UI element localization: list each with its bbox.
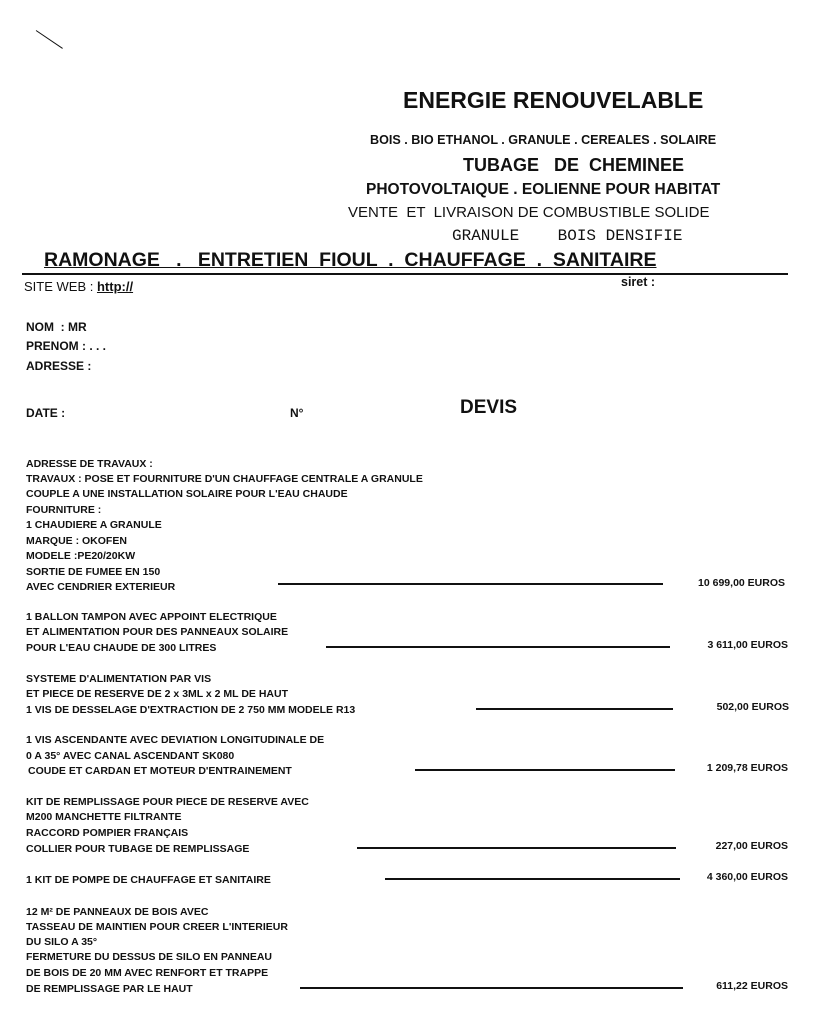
header-services: RAMONAGE . ENTRETIEN FIOUL . CHAUFFAGE . SANITAIRE xyxy=(44,249,657,271)
item-line: SYSTEME D'ALIMENTATION PAR VIS xyxy=(26,672,212,685)
item-line: 12 M² DE PANNEAUX DE BOIS AVEC xyxy=(26,905,209,918)
intro-line: FOURNITURE : xyxy=(26,503,102,516)
item-line: SORTIE DE FUMEE EN 150 xyxy=(26,565,161,578)
item-line: DE REMPLISSAGE PAR LE HAUT xyxy=(26,982,193,995)
item-price: 502,00 EUROS xyxy=(716,700,789,713)
header-rule xyxy=(22,273,788,275)
scan-mark xyxy=(36,30,63,49)
client-adresse: ADRESSE : xyxy=(26,359,92,373)
site-web-link[interactable]: http:// xyxy=(96,279,134,294)
item-line: DE BOIS DE 20 MM AVEC RENFORT ET TRAPPE xyxy=(26,966,269,979)
item-line: FERMETURE DU DESSUS DE SILO EN PANNEAU xyxy=(26,950,272,963)
item-line: 1 CHAUDIERE A GRANULE xyxy=(26,518,162,531)
item-line: AVEC CENDRIER EXTERIEUR xyxy=(26,580,176,593)
leader-line xyxy=(385,878,680,880)
quote-title: DEVIS xyxy=(460,397,518,418)
item-price: 10 699,00 EUROS xyxy=(698,576,785,589)
item-line: MARQUE : OKOFEN xyxy=(26,534,127,547)
item-price: 3 611,00 EUROS xyxy=(707,638,788,651)
quote-date: DATE : xyxy=(26,406,66,420)
header-vente: VENTE ET LIVRAISON DE COMBUSTIBLE SOLIDE xyxy=(348,204,710,221)
site-web xyxy=(24,280,133,293)
item-line: RACCORD POMPIER FRANÇAIS xyxy=(26,826,189,839)
item-price: 611,22 EUROS xyxy=(716,979,788,992)
siret-label: siret : xyxy=(621,275,656,289)
item-line: KIT DE REMPLISSAGE POUR PIECE DE RESERVE AVEC xyxy=(26,795,309,808)
item-price: 4 360,00 EUROS xyxy=(706,870,788,883)
quote-number: N° xyxy=(290,406,304,420)
leader-line xyxy=(357,847,676,849)
item-line: 0 A 35° AVEC CANAL ASCENDANT SK080 xyxy=(26,749,235,762)
item-line: ET ALIMENTATION POUR DES PANNEAUX SOLAIRE xyxy=(26,625,289,638)
item-line: 1 KIT DE POMPE DE CHAUFFAGE ET SANITAIRE xyxy=(26,873,271,886)
company-title: ENERGIE RENOUVELABLE xyxy=(403,87,704,113)
item-line: 1 BALLON TAMPON AVEC APPOINT ELECTRIQUE xyxy=(26,610,277,623)
header-photovoltaique: PHOTOVOLTAIQUE . EOLIENNE POUR HABITAT xyxy=(366,181,721,198)
header-combustibles: GRANULE BOIS DENSIFIE xyxy=(452,227,683,245)
item-line: 1 VIS ASCENDANTE AVEC DEVIATION LONGITUDINALE DE xyxy=(26,733,325,746)
item-line: TASSEAU DE MAINTIEN POUR CREER L'INTERIEUR xyxy=(26,920,288,933)
intro-line: TRAVAUX : POSE ET FOURNITURE D'UN CHAUFFAGE CENTRALE A GRANULE xyxy=(26,472,423,485)
client-prenom: PRENOM : . . . xyxy=(26,339,107,353)
leader-line xyxy=(278,583,663,585)
header-tubage: TUBAGE DE CHEMINEE xyxy=(463,155,685,175)
intro-line: ADRESSE DE TRAVAUX : xyxy=(26,457,153,470)
intro-line: COUPLE A UNE INSTALLATION SOLAIRE POUR L'EAU CHAUDE xyxy=(26,487,348,500)
site-web-label: SITE WEB : xyxy=(24,279,97,294)
header-products: BOIS . BIO ETHANOL . GRANULE . CEREALES . SOLAIRE xyxy=(370,133,717,147)
item-price: 1 209,78 EUROS xyxy=(706,761,788,774)
item-line: COUDE ET CARDAN ET MOTEUR D'ENTRAINEMENT xyxy=(28,764,292,777)
item-price: 227,00 EUROS xyxy=(715,839,788,852)
leader-line xyxy=(415,769,675,771)
client-nom: NOM : MR xyxy=(26,320,87,334)
item-line: DU SILO A 35° xyxy=(26,935,98,948)
item-line: ET PIECE DE RESERVE DE 2 x 3ML x 2 ML DE HAUT xyxy=(26,687,288,700)
item-line: COLLIER POUR TUBAGE DE REMPLISSAGE xyxy=(26,842,250,855)
item-line: 1 VIS DE DESSELAGE D'EXTRACTION DE 2 750 MM MODELE R13 xyxy=(26,703,356,716)
item-line: MODELE :PE20/20KW xyxy=(26,549,136,562)
leader-line xyxy=(300,987,683,989)
leader-line xyxy=(326,646,670,648)
item-line: M200 MANCHETTE FILTRANTE xyxy=(26,810,182,823)
item-line: POUR L'EAU CHAUDE DE 300 LITRES xyxy=(26,641,217,654)
leader-line xyxy=(476,708,673,710)
